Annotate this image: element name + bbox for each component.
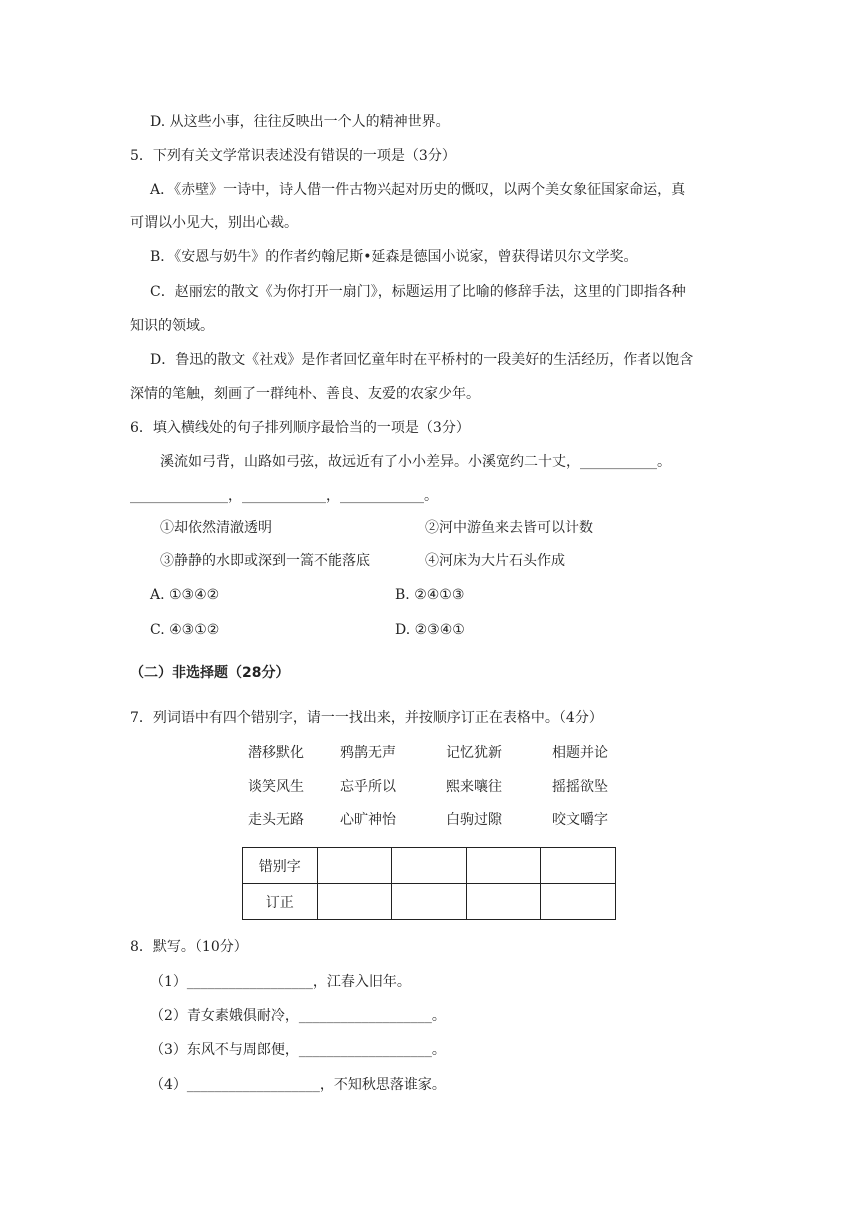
table-row	[243, 884, 616, 920]
q7-word: 白驹过隙	[446, 812, 502, 828]
answer-cell[interactable]	[392, 848, 467, 884]
q7-word: 相题并论	[552, 745, 608, 761]
q6-option-a: A. ①③④②	[150, 587, 220, 603]
q7-word: 心旷神怡	[340, 812, 396, 828]
q7-word: 鸦鹊无声	[340, 745, 396, 761]
answer-cell[interactable]	[541, 848, 616, 884]
table-row	[243, 848, 616, 884]
q5-option-a-line1: A．《赤壁》一诗中，诗人借一件古物兴起对历史的慨叹，以两个美女象征国家命运，真	[150, 182, 686, 198]
answer-cell[interactable]	[466, 848, 541, 884]
q6-passage-line1: 溪流如弓背，山路如弓弦，故远近有了小小差异。小溪宽约二十丈，___________。	[160, 454, 671, 470]
q5-option-c-line1: C．赵丽宏的散文《为你打开一扇门》，标题运用了比喻的修辞手法，这里的门即指各种	[150, 284, 686, 300]
answer-cell[interactable]	[466, 884, 541, 920]
q5-option-b: B．《安恩与奶牛》的作者约翰尼斯•延森是德国小说家，曾获得诺贝尔文学奖。	[150, 249, 638, 265]
correction-table	[242, 847, 616, 920]
q6-option-d: D. ②③④①	[395, 622, 465, 638]
answer-cell[interactable]	[541, 884, 616, 920]
q8-item-1: （1）__________________，江春入旧年。	[150, 974, 411, 990]
answer-cell[interactable]	[392, 884, 467, 920]
q7-word: 忘乎所以	[340, 779, 396, 795]
q7-word: 潜移默化	[248, 745, 304, 761]
q7-word: 走头无路	[248, 812, 304, 828]
q7-word: 记忆犹新	[446, 745, 502, 761]
q8-stem: 8．默写。（10分）	[130, 939, 248, 955]
q6-passage-line2: ______________，____________，____________。	[130, 488, 438, 504]
q5-option-d-line1: D．鲁迅的散文《社戏》是作者回忆童年时在平桥村的一段美好的生活经历，作者以饱含	[150, 352, 694, 368]
q7-word: 摇摇欲坠	[552, 779, 608, 795]
q6-option-c: C. ④③①②	[150, 622, 220, 638]
q6-stem: 6．填入横线处的句子排列顺序最恰当的一项是（3分）	[130, 420, 470, 436]
q7-word: 咬文嚼字	[552, 812, 608, 828]
q6-sentence-1: ①却依然清澈透明	[160, 520, 272, 536]
answer-cell[interactable]	[317, 848, 392, 884]
q6-sentence-4: ④河床为大片石头作成	[425, 553, 565, 569]
section-heading: （二）非选择题（28分）	[130, 665, 290, 681]
q5-option-c-line2: 知识的领域。	[130, 318, 214, 334]
table-row-header-wrong: 错别字	[243, 848, 318, 884]
answer-cell[interactable]	[317, 884, 392, 920]
q7-stem: 7．列词语中有四个错别字，请一一找出来，并按顺序订正在表格中。（4分）	[130, 710, 603, 726]
q7-word: 谈笑风生	[248, 779, 304, 795]
q4-option-d: D. 从这些小事，往往反映出一个人的精神世界。	[150, 114, 450, 130]
q6-sentence-3: ③静静的水即或深到一篙不能落底	[160, 553, 370, 569]
q6-option-b: B. ②④①③	[395, 587, 465, 603]
q5-option-d-line2: 深情的笔触，刻画了一群纯朴、善良、友爱的农家少年。	[130, 386, 480, 402]
table-row-header-correction: 订正	[243, 884, 318, 920]
q6-sentence-2: ②河中游鱼来去皆可以计数	[425, 520, 593, 536]
q8-item-3: （3）东风不与周郎便，___________________。	[150, 1042, 446, 1058]
q8-item-4: （4）___________________，不知秋思落谁家。	[150, 1077, 446, 1093]
q5-option-a-line2: 可谓以小见大，别出心裁。	[130, 215, 298, 231]
q7-word: 熙来嚷往	[446, 779, 502, 795]
q5-stem: 5．下列有关文学常识表述没有错误的一项是（3分）	[130, 148, 456, 164]
q8-item-2: （2）青女素娥俱耐冷，___________________。	[150, 1008, 446, 1024]
